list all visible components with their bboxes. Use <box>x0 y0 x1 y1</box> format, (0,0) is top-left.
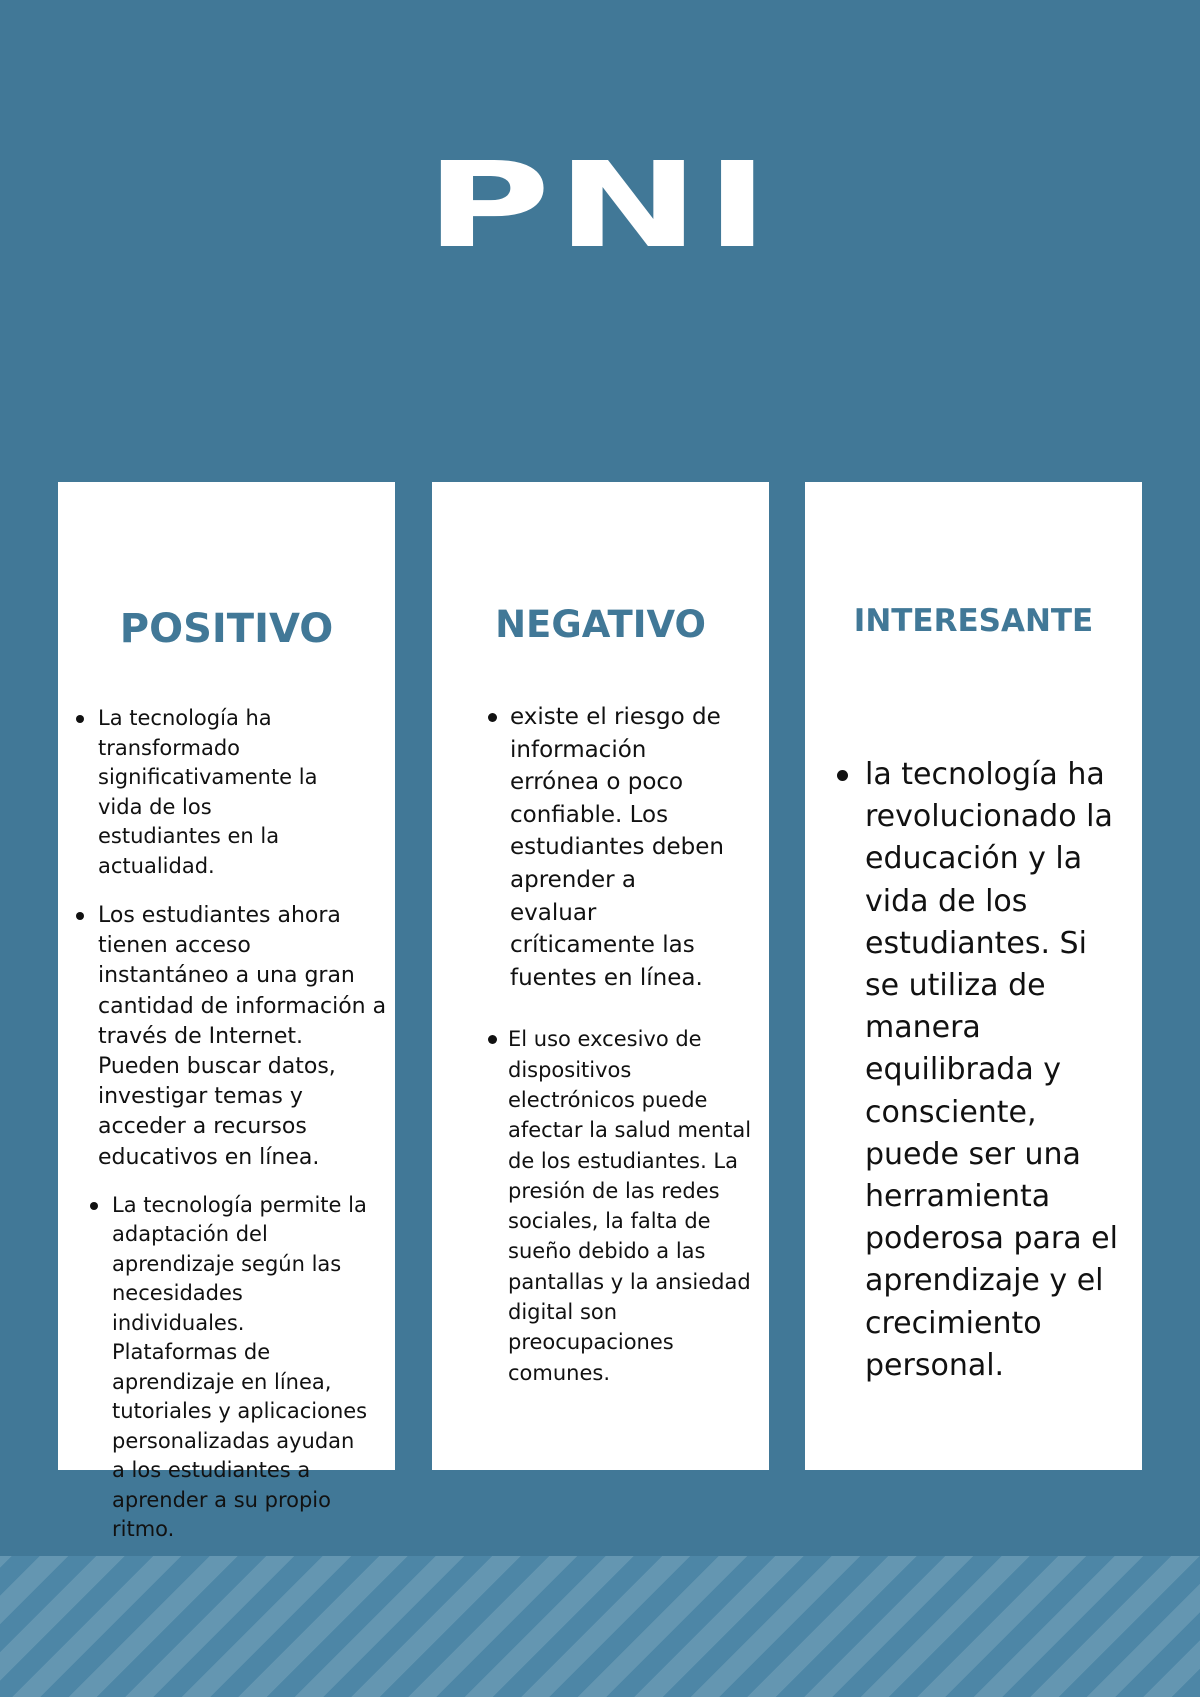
card-positivo <box>58 482 395 1542</box>
list-item: la tecnología ha revolucionado la educación y la vida de los estudiantes. Si se utiliza de manera equilibrada y consciente, puede ser una herramienta poderosa para el aprendizaje y el crecimiento personal. <box>837 754 1130 1387</box>
list-item: El uso excesivo de dispositivos electrónicos puede afectar la salud mental de los estudiantes. La presión de las redes sociales, la falta de sueño debido a las pantallas y la ansiedad digital son preocupaciones comunes. <box>488 1024 760 1388</box>
card-heading-interesante: INTERESANTE <box>853 603 1094 639</box>
list-item: La tecnología permite la adaptación del aprendizaje según las necesidades individuales. Plataformas de aprendizaje en línea, tutoriales y aplicaciones personalizadas ayudan a los estudiantes a aprender a su propio ritmo. <box>76 1191 372 1545</box>
list-item: La tecnología ha transformado significativamente la vida de los estudiantes en la actualidad. <box>76 704 318 881</box>
card-interesante <box>805 482 1142 1470</box>
negativo-list <box>488 701 763 1388</box>
list-item: existe el riesgo de información errónea o poco confiable. Los estudiantes deben aprender a evaluar críticamente las fuentes en línea. <box>488 701 725 994</box>
positivo-list <box>76 704 391 1545</box>
card-heading-negativo: NEGATIVO <box>495 603 706 646</box>
decorative-stripes <box>0 1556 1200 1697</box>
card-heading-positivo: POSITIVO <box>119 606 334 652</box>
interesante-list <box>837 754 1137 1387</box>
page-title: PNI <box>425 136 775 274</box>
card-negativo <box>432 482 769 1470</box>
decorative-stripes-overlay <box>0 1556 1200 1697</box>
list-item: Los estudiantes ahora tienen acceso instantáneo a una gran cantidad de información a través de Internet. Pueden buscar datos, investigar temas y acceder a recursos educativos en línea. <box>76 901 388 1173</box>
